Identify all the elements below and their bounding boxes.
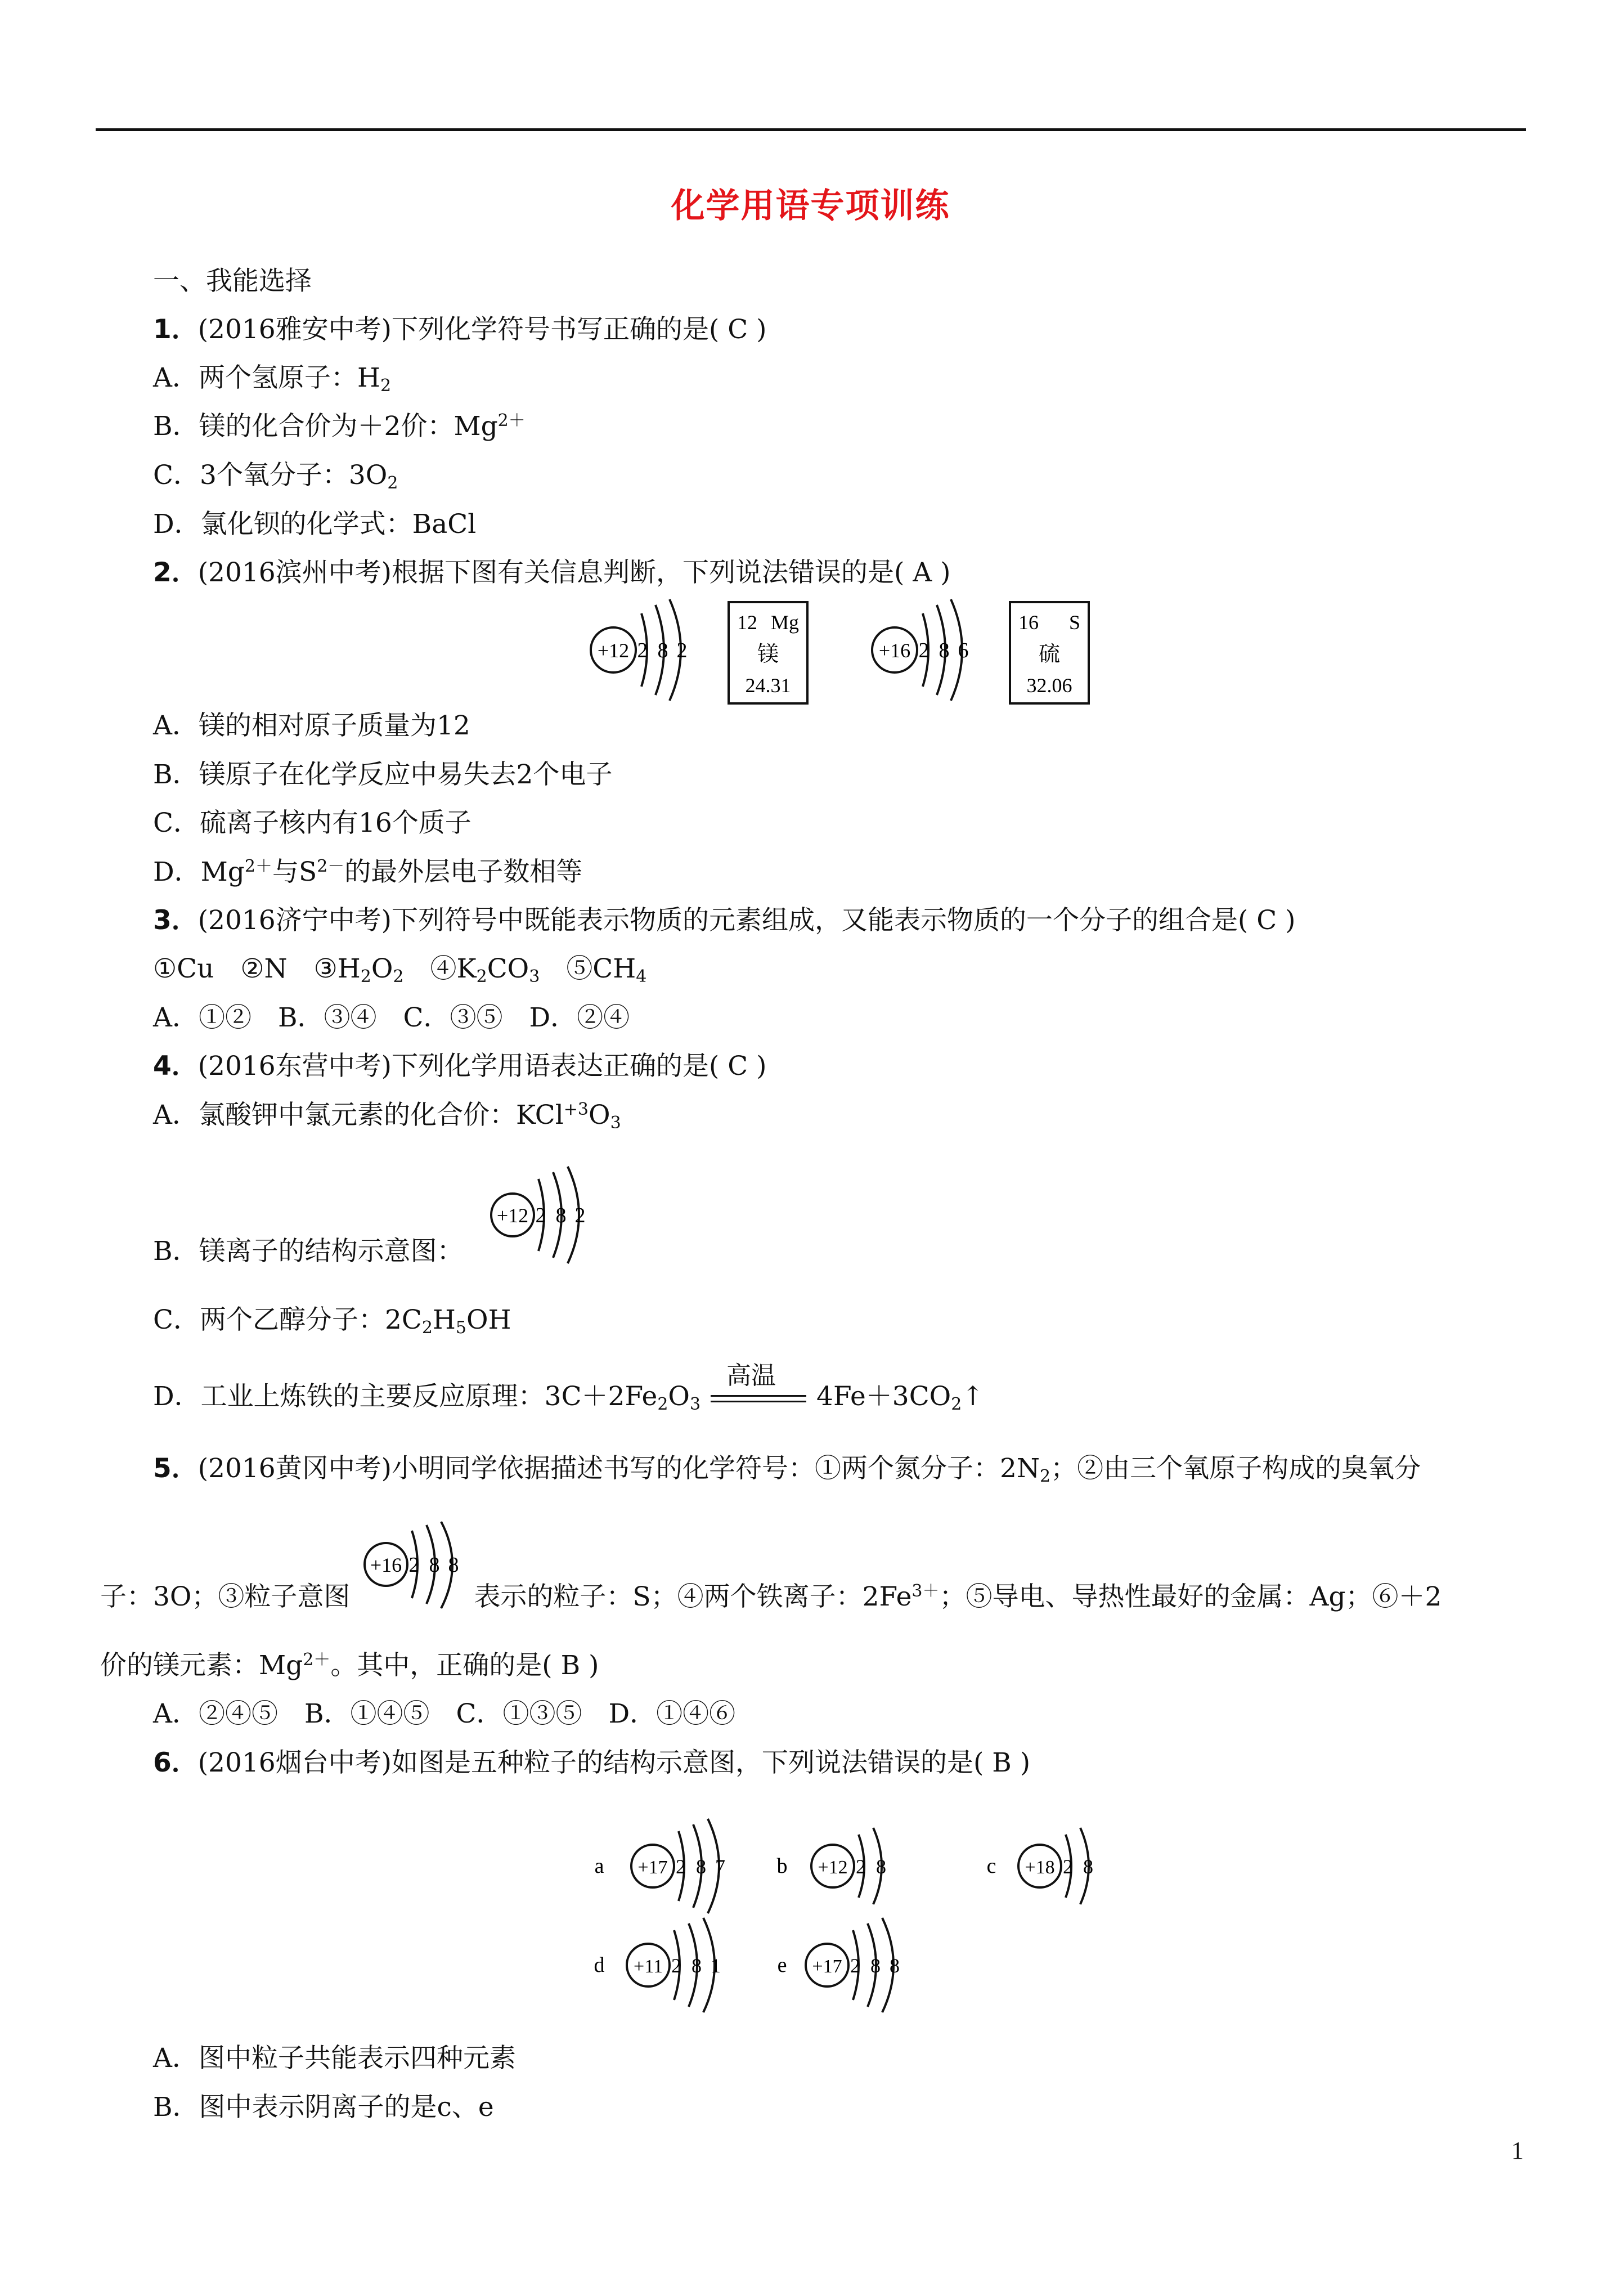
q3-o2: ②N — [240, 953, 288, 984]
section-heading: 一、我能选择 — [153, 266, 312, 297]
mg-tile-name: 镁 — [757, 643, 779, 666]
q4-d-mid: O — [668, 1381, 690, 1412]
q3-o3b: 2 — [360, 967, 371, 986]
particle-b-shell-2: 8 — [876, 1855, 886, 1878]
q4-a-sup: +3 — [563, 1100, 589, 1119]
q4-d-pre: D．工业上炼铁的主要反应原理：3C＋2Fe — [153, 1381, 658, 1412]
particle-a-nucleus: +17 — [637, 1857, 668, 1878]
s-shell-2: 8 — [939, 639, 950, 662]
particle-c-shell-1: 2 — [1063, 1855, 1073, 1878]
q5-shell-1: 2 — [408, 1553, 420, 1577]
q5-answers: A．②④⑤ B．①④⑤ C．①③⑤ D．①④⑥ — [153, 1698, 736, 1729]
q2-d-mid: 与S — [272, 856, 317, 887]
q1-b-text: B．镁的化合价为＋2价：Mg — [153, 411, 498, 442]
particle-c-nucleus: +18 — [1025, 1857, 1055, 1878]
particle-b-shell-1: 2 — [856, 1855, 866, 1878]
mg-tile-symbol: Mg — [770, 611, 799, 634]
q4-d-s2: 3 — [689, 1394, 701, 1414]
q2-figure — [580, 580, 1097, 709]
page-title: 化学用语专项训练 — [671, 186, 950, 226]
particle-b-label: b — [776, 1854, 788, 1878]
mg-nucleus-label: +12 — [597, 639, 630, 662]
particle-e-nucleus: +17 — [812, 1956, 842, 1977]
q3-number: 3． — [153, 905, 198, 936]
q4-option-a — [153, 1098, 621, 1132]
q2-number: 2． — [153, 557, 198, 588]
s-tile-mass: 32.06 — [1026, 674, 1072, 697]
q1-c-sub: 2 — [387, 473, 398, 493]
particle-e-label: e — [777, 1953, 787, 1977]
q1-a-text: A．两个氢原子：H — [153, 362, 380, 393]
q5-line3-sup: 2＋ — [303, 1650, 331, 1670]
q2-option-a: A．镁的相对原子质量为12 — [153, 710, 470, 741]
q1-option-d: D．氯化钡的化学式：BaCl — [153, 509, 477, 540]
q4-a-post: O — [589, 1100, 610, 1131]
q4-c-s1: 2 — [421, 1318, 433, 1338]
q3-stem-text: (2016济宁中考)下列符号中既能表示物质的元素组成，又能表示物质的一个分子的组合是( C ) — [197, 905, 1296, 936]
q5-line-2 — [100, 1580, 1442, 1614]
page-number: 1 — [1511, 2137, 1524, 2164]
q5-line2-post: 表示的粒子：S；④两个铁离子：2Fe — [474, 1581, 912, 1612]
q1-a-sub: 2 — [380, 376, 392, 396]
q4-c-s2: 5 — [455, 1318, 467, 1338]
mg-tile-mass: 24.31 — [745, 674, 791, 697]
q3-o3c: O — [371, 953, 393, 984]
reaction-condition-arrow — [711, 1361, 806, 1410]
particle-c-shell-2: 8 — [1083, 1855, 1093, 1878]
q4-number: 4． — [153, 1051, 198, 1082]
q2-d-post: 的最外层电子数相等 — [344, 856, 583, 887]
q3-o1: ①Cu — [153, 953, 214, 984]
q3-o4d: 3 — [529, 967, 540, 986]
q1-option-b — [153, 410, 526, 443]
q5-stem-pre: (2016黄冈中考)小明同学依据描述书写的化学符号：①两个氮分子：2N — [197, 1453, 1040, 1484]
q5-line2-pre: 子：3O；③粒子意图 — [100, 1581, 351, 1612]
q1-option-a — [153, 361, 391, 395]
q6-number: 6． — [153, 1747, 198, 1778]
particle-b-nucleus: +12 — [818, 1857, 848, 1878]
q5-number: 5． — [153, 1453, 198, 1484]
q1-c-text: C．3个氧分子：3O — [153, 460, 388, 491]
particle-e-shell-3: 8 — [890, 1954, 900, 1977]
q3-o4b: 2 — [476, 967, 487, 986]
particle-e-shell-2: 8 — [870, 1954, 881, 1977]
q4-c-pre: C．两个乙醇分子：2C — [153, 1304, 422, 1335]
q6-particle-c-figure — [979, 1812, 1125, 1925]
q4-nucleus-label: +12 — [496, 1204, 529, 1227]
q5-shell-2: 8 — [429, 1553, 440, 1577]
q3-o5a: ⑤CH — [566, 953, 636, 984]
q3-o4c: CO — [487, 953, 529, 984]
q4-d-s3: 2 — [951, 1394, 962, 1414]
q4-c-mid: H — [432, 1304, 456, 1335]
q4-stem — [153, 1050, 767, 1083]
q4-d-s1: 2 — [657, 1394, 668, 1414]
q4-option-c — [153, 1303, 511, 1337]
q3-o5b: 4 — [636, 967, 647, 986]
mg-shell-1: 2 — [637, 639, 648, 662]
q2-stem-text: (2016滨州中考)根据下图有关信息判断，下列说法错误的是( A ) — [197, 557, 951, 588]
s-shell-1: 2 — [918, 639, 930, 662]
s-tile-symbol: S — [1068, 611, 1080, 634]
q2-option-b: B．镁原子在化学反应中易失去2个电子 — [153, 759, 613, 790]
q6-option-b: B．图中表示阴离子的是c、e — [153, 2092, 494, 2123]
q6-stem-text: (2016烟台中考)如图是五种粒子的结构示意图，下列说法错误的是( B ) — [197, 1747, 1031, 1778]
q5-shell-3: 8 — [448, 1553, 459, 1577]
q5-stem-post: ；②由三个氧原子构成的臭氧分 — [1050, 1453, 1421, 1484]
q5-line2-end: ；⑤导电、导热性最好的金属：Ag；⑥＋2 — [939, 1581, 1442, 1612]
q1-stem — [153, 313, 767, 347]
q5-line3-pre: 价的镁元素：Mg — [100, 1650, 303, 1681]
particle-a-label: a — [594, 1854, 604, 1878]
q4-shell-2: 8 — [555, 1204, 567, 1227]
gas-up-arrow: ↑ — [962, 1381, 984, 1412]
q6-option-a: A．图中粒子共能表示四种元素 — [153, 2043, 516, 2074]
particle-a-shell-3: 7 — [715, 1855, 725, 1878]
q2-option-d — [153, 855, 582, 889]
q3-o3a: ③H — [313, 953, 361, 984]
q5-line3-post: 。其中，正确的是( B ) — [330, 1650, 599, 1681]
q4-option-b: B．镁离子的结构示意图： — [153, 1236, 464, 1267]
mg-shell-2: 8 — [657, 639, 668, 662]
header-rule — [96, 128, 1526, 131]
q2-d-sup2: 2－ — [317, 856, 345, 876]
q3-options — [153, 952, 646, 986]
reaction-condition: 高温 — [726, 1361, 776, 1390]
q4-a-pre: A．氯酸钾中氯元素的化合价：KCl — [153, 1100, 564, 1131]
q1-stem-text: (2016雅安中考)下列化学符号书写正确的是( C ) — [197, 314, 767, 345]
q1-option-c — [153, 459, 398, 492]
s-nucleus-label: +16 — [878, 639, 911, 662]
s-shell-3: 6 — [958, 639, 969, 662]
q2-d-sup1: 2＋ — [244, 856, 272, 876]
q6-particles-figure — [585, 1812, 979, 2026]
particle-a-shell-2: 8 — [696, 1855, 706, 1878]
q5-line-3 — [100, 1649, 599, 1683]
q4-shell-1: 2 — [535, 1204, 546, 1227]
q1-number: 1． — [153, 314, 198, 345]
q1-b-sup: 2＋ — [497, 411, 526, 430]
q3-o4a: ④K — [430, 953, 477, 984]
q5-nucleus-label: +16 — [370, 1554, 402, 1576]
particle-d-nucleus: +11 — [634, 1956, 663, 1977]
particle-c-label: c — [986, 1854, 996, 1878]
q4-option-d — [153, 1361, 984, 1414]
q6-stem — [153, 1746, 1030, 1780]
q5-stem-sub: 2 — [1040, 1467, 1051, 1486]
q3-o3d: 2 — [393, 967, 404, 986]
q4-c-post: OH — [466, 1304, 511, 1335]
q4-shell-3: 2 — [574, 1204, 586, 1227]
s-tile-number: 16 — [1018, 611, 1039, 634]
q4-stem-text: (2016东营中考)下列化学用语表达正确的是( C ) — [197, 1051, 767, 1082]
q2-d-pre: D．Mg — [153, 856, 245, 887]
particle-d-shell-1: 2 — [671, 1954, 681, 1977]
particle-e-shell-1: 2 — [850, 1954, 860, 1977]
particle-d-label: d — [594, 1953, 605, 1977]
q2-option-c: C．硫离子核内有16个质子 — [153, 808, 472, 838]
q3-answers: A．①② B．③④ C．③⑤ D．②④ — [153, 1002, 630, 1033]
particle-d-shell-2: 8 — [691, 1954, 702, 1977]
particle-d-shell-3: 1 — [711, 1954, 721, 1977]
s-tile-name: 硫 — [1038, 643, 1061, 666]
q5-stem — [100, 1452, 1421, 1486]
mg-shell-3: 2 — [676, 639, 688, 662]
q4-d-right: 4Fe＋3CO — [816, 1381, 951, 1412]
q4-mg-ion-figure — [481, 1162, 610, 1275]
mg-tile-number: 12 — [737, 611, 757, 634]
particle-a-shell-1: 2 — [676, 1855, 686, 1878]
q3-stem — [153, 904, 1296, 938]
q5-line2-sup: 3＋ — [911, 1581, 940, 1601]
q4-a-sub: 3 — [610, 1113, 621, 1133]
